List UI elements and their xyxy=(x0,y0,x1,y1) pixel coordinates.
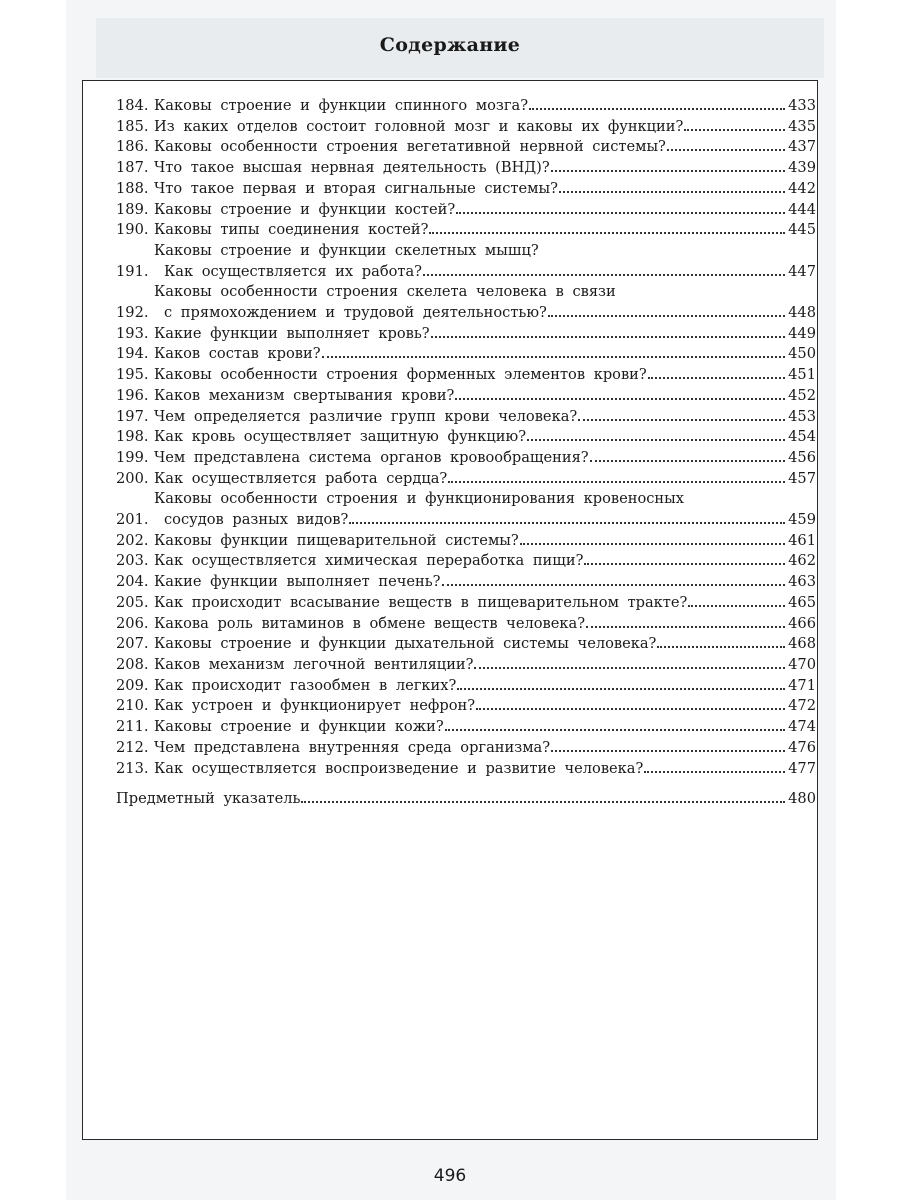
toc-entry-page: 456 xyxy=(788,448,816,466)
dot-leader xyxy=(322,352,785,358)
toc-entry xyxy=(116,179,816,200)
toc-entry-line xyxy=(154,510,816,531)
toc-entry xyxy=(116,200,816,221)
toc-entry-body xyxy=(154,96,816,117)
toc-entry-body xyxy=(154,407,816,428)
toc-entry-line xyxy=(154,489,816,510)
toc-entry-title: Чем представлена система органов кровообращения? xyxy=(154,448,589,466)
toc-entry-title: Каковы особенности строения форменных элементов крови? xyxy=(154,366,647,384)
dot-leader xyxy=(688,601,785,607)
dot-leader xyxy=(586,622,785,628)
toc-entry xyxy=(116,738,816,759)
toc-entry-line xyxy=(154,696,816,717)
toc-entry-body xyxy=(154,696,816,717)
toc-entry xyxy=(116,407,816,428)
toc-entry xyxy=(116,572,816,593)
toc-entry-line xyxy=(154,365,816,386)
toc-entry-line xyxy=(154,117,816,138)
dot-leader xyxy=(590,456,785,462)
toc-entry-body xyxy=(154,137,816,158)
dot-leader xyxy=(648,373,785,379)
index-entry-page: 480 xyxy=(788,790,816,808)
toc-entry-number: 208. xyxy=(116,655,149,673)
toc-entry-line xyxy=(154,593,816,614)
toc-entry xyxy=(116,676,816,697)
toc-entry xyxy=(116,241,816,282)
toc-entry-number: 195. xyxy=(116,366,149,384)
toc-entry-number: 190. xyxy=(116,221,149,239)
toc-entry xyxy=(116,137,816,158)
toc-entry-page: 474 xyxy=(788,718,816,736)
dot-leader xyxy=(578,415,785,421)
toc-entry-number: 192. xyxy=(116,304,149,322)
dot-leader xyxy=(684,125,785,131)
toc-entry-line xyxy=(154,676,816,697)
toc-entry-title: Каковы типы соединения костей? xyxy=(154,221,429,239)
toc-entry-body xyxy=(154,179,816,200)
toc-entry-line xyxy=(154,262,816,283)
toc-entry-line xyxy=(154,572,816,593)
toc-entry-page: 445 xyxy=(788,221,816,239)
toc-entry-title: Чем определяется различие групп крови человека? xyxy=(154,407,578,425)
toc-entry xyxy=(116,489,816,530)
toc-entry-line xyxy=(154,303,816,324)
toc-entry-number: 202. xyxy=(116,531,149,549)
toc-entry-page: 450 xyxy=(788,345,816,363)
toc-entry-line xyxy=(154,759,816,780)
toc-entry xyxy=(116,220,816,241)
dot-leader xyxy=(448,477,785,483)
toc-entry xyxy=(116,158,816,179)
toc-entry-line xyxy=(154,634,816,655)
toc-entry-line xyxy=(154,407,816,428)
dot-leader xyxy=(456,208,785,214)
toc-entry-title: Как осуществляется химическая переработка пищи? xyxy=(154,552,584,570)
toc-entry xyxy=(116,759,816,780)
toc-entry xyxy=(116,324,816,345)
toc-entry-number: 213. xyxy=(116,759,149,777)
toc-entry-number: 193. xyxy=(116,324,149,342)
toc-entry-number: 191. xyxy=(116,262,149,280)
toc-entry-page: 449 xyxy=(788,324,816,342)
dot-leader xyxy=(548,311,785,317)
toc-entry xyxy=(116,531,816,552)
toc-entry xyxy=(116,469,816,490)
toc-entry-body xyxy=(154,593,816,614)
toc-entry-page: 468 xyxy=(788,635,816,653)
toc-entry-title: Из каких отделов состоит головной мозг и каковы их функции? xyxy=(154,117,684,135)
toc-entry-number: 185. xyxy=(116,117,149,135)
toc-entry-body xyxy=(154,551,816,572)
toc-entry-title: Что такое высшая нервная деятельность (ВНД)? xyxy=(154,159,550,177)
toc-entry-line xyxy=(154,551,816,572)
toc-entry xyxy=(116,717,816,738)
toc-entry-title: Как кровь осуществляет защитную функцию? xyxy=(154,428,527,446)
dot-leader xyxy=(520,539,785,545)
toc-entry-number: 199. xyxy=(116,448,149,466)
toc-entry-title: Каковы особенности строения скелета человека в связи xyxy=(154,283,616,301)
toc-entry-number: 211. xyxy=(116,718,149,736)
toc-entry-page: 461 xyxy=(788,531,816,549)
toc-entry-title: Какие функции выполняет печень? xyxy=(154,573,441,591)
toc-entry-body xyxy=(154,634,816,655)
toc-entry-line xyxy=(154,344,816,365)
index-entry-title: Предметный указатель xyxy=(116,790,301,808)
toc-entry-line xyxy=(154,386,816,407)
toc-entry-line xyxy=(154,469,816,490)
toc-entry-line xyxy=(154,158,816,179)
toc-entry-title: Какие функции выполняет кровь? xyxy=(154,324,430,342)
toc-entry xyxy=(116,386,816,407)
toc-entry-body xyxy=(154,717,816,738)
toc-entry-number: 198. xyxy=(116,428,149,446)
dot-leader xyxy=(551,166,785,172)
toc-entry-line xyxy=(154,614,816,635)
toc-entry-number: 201. xyxy=(116,511,149,529)
toc-entry-number: 207. xyxy=(116,635,149,653)
toc-entry-title: Какова роль витаминов в обмене веществ человека? xyxy=(154,614,586,632)
toc-entry-page: 465 xyxy=(788,593,816,611)
dot-leader xyxy=(431,332,785,338)
toc-entry-body xyxy=(154,614,816,635)
toc-entry-line xyxy=(154,531,816,552)
toc-entry-number: 188. xyxy=(116,179,149,197)
toc-entry xyxy=(116,448,816,469)
toc-entry-page: 444 xyxy=(788,200,816,218)
toc-entry-body xyxy=(154,282,816,323)
toc-entry-page: 466 xyxy=(788,614,816,632)
toc-entry-body xyxy=(154,241,816,282)
toc-entry-title: Как осуществляется воспроизведение и развитие человека? xyxy=(154,759,644,777)
toc-entry-title: сосудов разных видов? xyxy=(164,511,349,529)
page-title: Содержание xyxy=(379,34,521,56)
dot-leader xyxy=(584,559,785,565)
dot-leader xyxy=(301,797,785,803)
toc-entry-line xyxy=(154,324,816,345)
toc-entry-line xyxy=(154,655,816,676)
toc-entry-page: 471 xyxy=(788,676,816,694)
toc-entry-number: 189. xyxy=(116,200,149,218)
toc-entry-line xyxy=(154,282,816,303)
toc-entry-page: 459 xyxy=(788,511,816,529)
toc-entry-body xyxy=(154,448,816,469)
toc-entry-title: Каковы строение и функции дыхательной системы человека? xyxy=(154,635,657,653)
toc-entry-page: 463 xyxy=(788,573,816,591)
toc-entry-page: 437 xyxy=(788,138,816,156)
toc-entry-index xyxy=(116,789,816,810)
dot-leader xyxy=(474,663,785,669)
toc-entry-line xyxy=(154,220,816,241)
toc-entry-title: Каков механизм свертывания крови? xyxy=(154,386,455,404)
toc-entry-number: 205. xyxy=(116,593,149,611)
toc-entry xyxy=(116,551,816,572)
toc-entry-number: 197. xyxy=(116,407,149,425)
toc-entry-number: 206. xyxy=(116,614,149,632)
toc-entry-number: 204. xyxy=(116,573,149,591)
dot-leader xyxy=(423,270,785,276)
toc-entry xyxy=(116,117,816,138)
toc-entry-body xyxy=(154,365,816,386)
dot-leader xyxy=(429,228,785,234)
toc-entry-body xyxy=(154,738,816,759)
toc-entry xyxy=(116,365,816,386)
toc-entry-page: 476 xyxy=(788,738,816,756)
toc-entry-body xyxy=(154,324,816,345)
toc-entry-title: Каков механизм легочной вентиляции? xyxy=(154,655,474,673)
toc-entry xyxy=(116,614,816,635)
toc-entry-number: 200. xyxy=(116,469,149,487)
toc-entry-title: Каковы функции пищеварительной системы? xyxy=(154,531,519,549)
toc-entry-title: Каковы строение и функции спинного мозга? xyxy=(154,97,529,114)
toc-entry-body xyxy=(154,676,816,697)
toc-entry-page: 472 xyxy=(788,697,816,715)
toc-entry xyxy=(116,655,816,676)
toc-entry-number: 184. xyxy=(116,97,149,114)
toc-entry-body xyxy=(154,469,816,490)
toc-entry-number: 196. xyxy=(116,386,149,404)
toc-entry xyxy=(116,282,816,323)
dot-leader xyxy=(644,767,785,773)
toc-entry-title: Как осуществляется работа сердца? xyxy=(154,469,448,487)
toc-entry-page: 462 xyxy=(788,552,816,570)
toc-entry-page: 447 xyxy=(788,262,816,280)
toc-entry-line xyxy=(154,241,816,262)
toc-entry-body xyxy=(154,200,816,221)
toc-list xyxy=(116,96,816,810)
toc-entry-page: 448 xyxy=(788,304,816,322)
toc-entry-title: Как осуществляется их работа? xyxy=(164,262,422,280)
dot-leader xyxy=(476,704,785,710)
toc-entry-title: Чем представлена внутренняя среда организма? xyxy=(154,738,551,756)
dot-leader xyxy=(551,746,785,752)
toc-entry-body xyxy=(154,531,816,552)
toc-entry-body xyxy=(154,158,816,179)
toc-entry-page: 470 xyxy=(788,655,816,673)
dot-leader xyxy=(559,187,785,193)
toc-entry-page: 433 xyxy=(788,97,816,114)
toc-entry-title: Как происходит всасывание веществ в пищеварительном тракте? xyxy=(154,593,688,611)
toc-entry-title: Каковы особенности строения вегетативной нервной системы? xyxy=(154,138,666,156)
toc-entry-body xyxy=(154,759,816,780)
toc-entry-number: 187. xyxy=(116,159,149,177)
toc-entry-title: с прямохождением и трудовой деятельностью? xyxy=(164,304,547,322)
toc-entry-title: Каков состав крови? xyxy=(154,345,321,363)
toc-entry-body xyxy=(154,572,816,593)
toc-entry-title: Что такое первая и вторая сигнальные системы? xyxy=(154,179,558,197)
toc-entry-line xyxy=(154,717,816,738)
toc-entry-line xyxy=(154,200,816,221)
toc-entry xyxy=(116,344,816,365)
toc-entry-line xyxy=(154,179,816,200)
toc-entry-title: Как устроен и функционирует нефрон? xyxy=(154,697,476,715)
toc-entry-body xyxy=(154,427,816,448)
toc-entry-body xyxy=(154,655,816,676)
toc-entry xyxy=(116,593,816,614)
toc-entry-line xyxy=(154,448,816,469)
toc-entry-page: 442 xyxy=(788,179,816,197)
toc-entry xyxy=(116,696,816,717)
page-number: 496 xyxy=(433,1166,467,1186)
dot-leader xyxy=(455,394,785,400)
toc-entry-line xyxy=(154,738,816,759)
toc-entry xyxy=(116,427,816,448)
toc-entry-page: 439 xyxy=(788,159,816,177)
toc-entry-number: 212. xyxy=(116,738,149,756)
toc-entry-number: 194. xyxy=(116,345,149,363)
toc-entry xyxy=(116,96,816,117)
toc-entry-page: 477 xyxy=(788,759,816,777)
toc-entry-body xyxy=(154,386,816,407)
toc-entry-page: 435 xyxy=(788,117,816,135)
toc-entry-page: 453 xyxy=(788,407,816,425)
toc-entry-number: 209. xyxy=(116,676,149,694)
toc-entry-line xyxy=(154,427,816,448)
toc-entry-page: 454 xyxy=(788,428,816,446)
toc-entry-title: Каковы строение и функции кожи? xyxy=(154,718,444,736)
dot-leader xyxy=(657,642,785,648)
toc-entry-page: 452 xyxy=(788,386,816,404)
dot-leader xyxy=(457,684,785,690)
toc-entry-number: 203. xyxy=(116,552,149,570)
dot-leader xyxy=(445,725,785,731)
toc-entry-line xyxy=(154,96,816,117)
toc-entry-body xyxy=(154,489,816,530)
dot-leader xyxy=(527,435,785,441)
dot-leader xyxy=(442,580,786,586)
toc-entry-page: 457 xyxy=(788,469,816,487)
toc-entry xyxy=(116,634,816,655)
dot-leader xyxy=(667,145,785,151)
toc-entry-number: 186. xyxy=(116,138,149,156)
toc-entry-title: Каковы строение и функции костей? xyxy=(154,200,456,218)
toc-entry-title: Каковы особенности строения и функционирования кровеносных xyxy=(154,490,684,508)
toc-entry-title: Каковы строение и функции скелетных мышц? xyxy=(154,241,539,259)
dot-leader xyxy=(529,104,785,110)
toc-entry-body xyxy=(154,220,816,241)
toc-entry-page: 451 xyxy=(788,366,816,384)
dot-leader xyxy=(349,518,785,524)
toc-entry-number: 210. xyxy=(116,697,149,715)
toc-entry-title: Как происходит газообмен в легких? xyxy=(154,676,457,694)
toc-entry-body xyxy=(154,344,816,365)
toc-entry-body xyxy=(154,117,816,138)
toc-entry-line xyxy=(154,137,816,158)
